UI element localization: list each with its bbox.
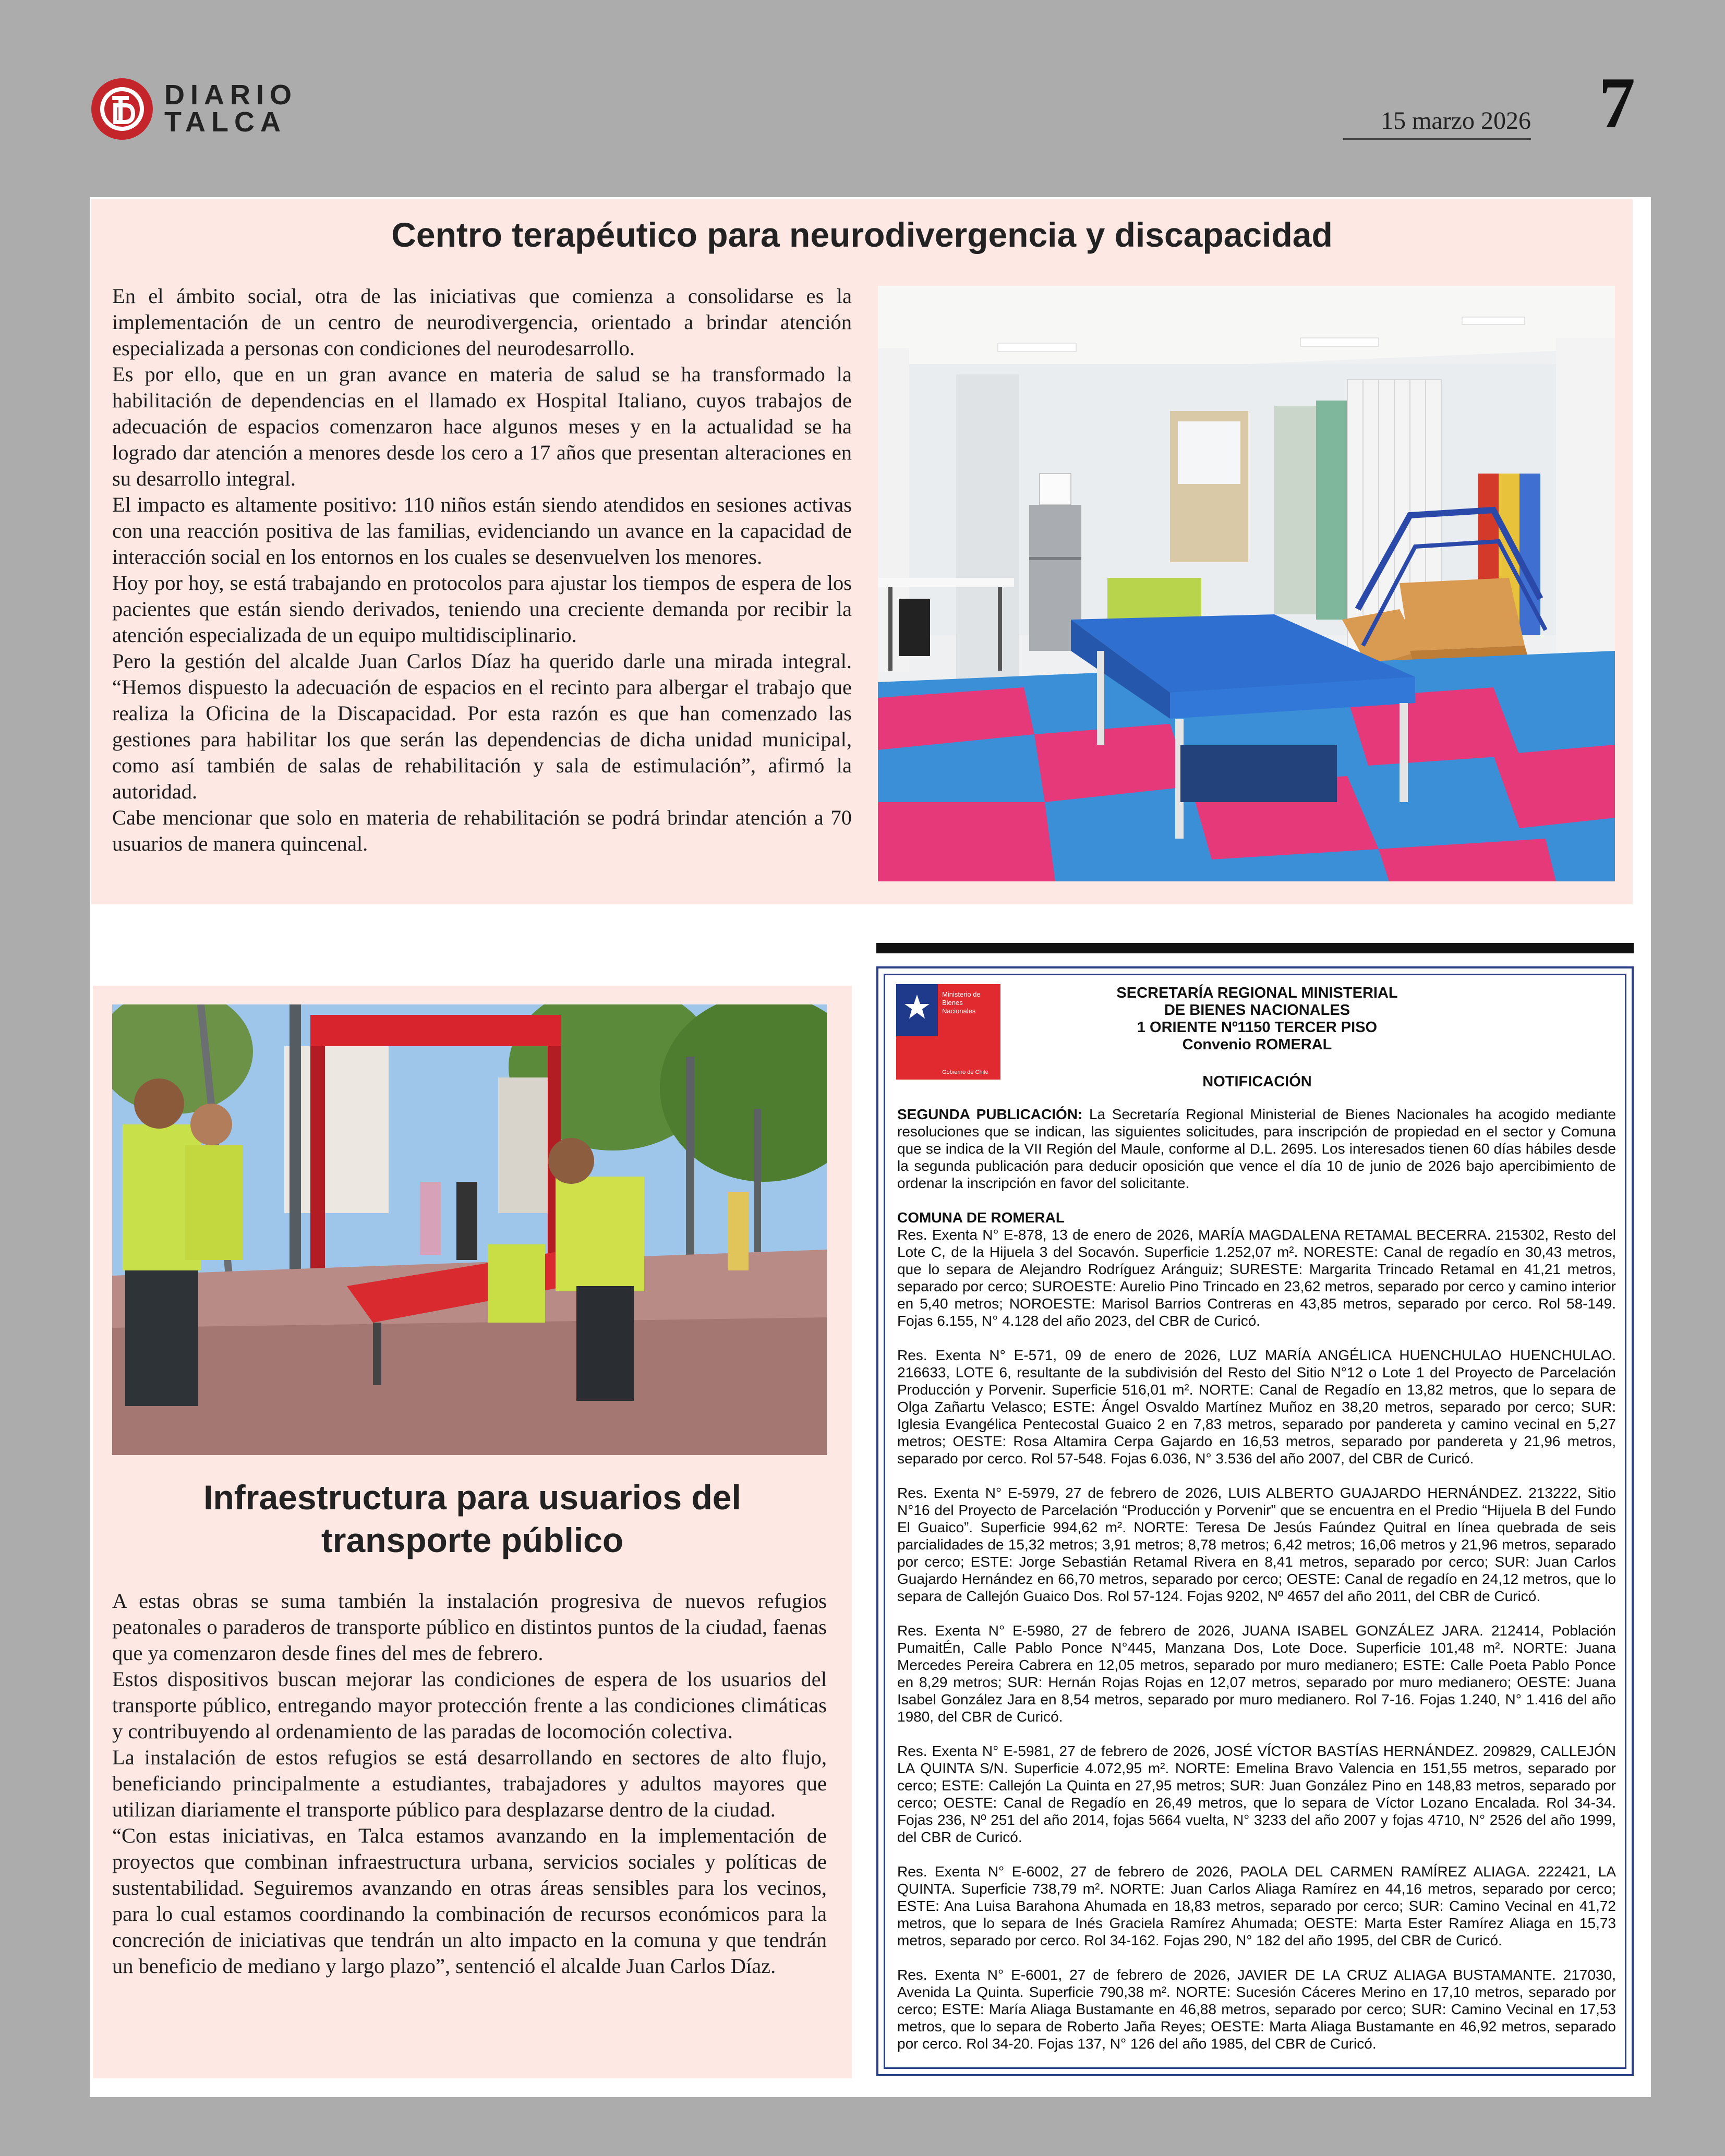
therapy-room-photo [878, 286, 1615, 881]
bus-shelter-photo [112, 1004, 827, 1455]
paragraph: Pero la gestión del alcalde Juan Carlos Díaz ha querido darle una mirada integral. “Hemos dispuesto la adecuación de espacios en el recinto para albergar el trabajo que realiza la Oficina de la Discapacidad. Por esta razón es que han comenzado las gestiones para habilitar los que serán las dependencias de dicha unidad municipal, como así también de salas de rehabilitación y sala de estimulación”, afirmó la autoridad. [112, 649, 852, 803]
notice-body [897, 1106, 1616, 2069]
notice-header-line: Convenio ROMERAL [1182, 1036, 1332, 1053]
notice-lead-label: SEGUNDA PUBLICACIÓN: [897, 1106, 1083, 1122]
notice-header [1022, 985, 1492, 1053]
notice-title: NOTIFICACIÓN [1202, 1073, 1312, 1090]
issue-date [1343, 107, 1531, 140]
page-number: 7 [1599, 63, 1635, 143]
notice-header-line: SECRETARÍA REGIONAL MINISTERIAL [1116, 985, 1398, 1001]
notice-header-line: 1 ORIENTE Nº1150 TERCER PISO [1137, 1019, 1378, 1036]
article-bottom-body [112, 1588, 827, 1979]
notice-entry: Res. Exenta N° E-5979, 27 de febrero de 2026, LUIS ALBERTO GUAJARDO HERNÁNDEZ. 213222, Sitio N°16 del Proyecto de Parcelación “Producción y Porvenir” que se encuentra en el Predio “Hijuela B del Fundo El Guaico”. Superficie 994,62 m². NORTE: Teresa De Jesús Faúndez Quitral en línea quebrada de seis parcialidades de 15,32 metros; 3,91 metros; 8,78 metros; 6,42 metros; 16,06 metros y 21,96 metros, separado por cerco; ESTE: Jorge Sebastián Retamal Rivera en 8,41 metros, separado por cerco; SUR: Juan Carlos Guajardo Hernández en 66,70 metros, separado por cerco; OESTE: Canal de regadío en 24,12 metros, que lo separa de Callejón Guaico Dos. Rol 57-124. Fojas 9202, Nº 4657 del año 2011, del CBR de Curicó. [897, 1485, 1616, 1604]
article-bottom-title [93, 1476, 852, 1561]
logo-text-line3: Nacionales [942, 1007, 976, 1015]
notice-entry: Res. Exenta N° E-571, 09 de enero de 2026, LUZ MARÍA ANGÉLICA HUENCHULAO HUENCHULAO. 216633, LOTE 6, resultante de la subdivisión del Resto del Sitio N°12 o Lote 1 del Proyecto de Parcelación Producción y Porvenir. Superficie 516,01 m². NORTE: Canal de Regadío en 13,82 metros, que lo separa de Olga Zañartu Velasco; ESTE: Ángel Osvaldo Martínez Muñoz en 38,20 metros, separado por cerco; SUR: Iglesia Evangélica Pentecostal Guaico 2 en 7,83 metros, separado por pandereta y camino vecinal en 5,27 metros; OESTE: Rosa Altamira Cerpa Gajardo en 16,53 metros, separado por pandereta y 21,96 metros, separado por cerco. Rol 57-548. Fojas 6.036, N° 3.536 del año 2007, del CBR de Curicó. [897, 1347, 1616, 1467]
logo-word-talca: TALCA [164, 106, 286, 138]
notice-entry: Res. Exenta N° E-5981, 27 de febrero de 2026, JOSÉ VÍCTOR BASTÍAS HERNÁNDEZ. 209829, CALLEJÓN LA QUINTA S/N. Superficie 4.072,95 m². NORTE: Emelina Bravo Valencia en 151,55 metros, separado por cerco; ESTE: Callejón La Quinta en 27,95 metros; SUR: Juan González Pino en 148,83 metros, separado por cerco; OESTE: Canal de Regadío en 26,49 metros, que lo separa de Víctor Lozano Encalada. Rol 34-34. Fojas 236, Nº 251 del año 2014, fojas 5664 vuelta, N° 3233 del año 2007 y fojas 4710, N° 2526 del año 1999, del CBR de Curicó. [897, 1743, 1616, 1845]
logo-text-line1: Ministerio de [942, 990, 981, 998]
paragraph: Hoy por hoy, se está trabajando en protocolos para ajustar los tiempos de espera de los pacientes que están siendo derivados, teniendo una creciente demanda por recibir la atención especializada de un equipo multidisciplinario. [112, 571, 852, 647]
paragraph: Estos dispositivos buscan mejorar las condiciones de espera de los usuarios del transporte público, entregando mayor protección frente a las condiciones climáticas y contribuyendo al ordenamiento de las paradas de locomoción colectiva. [112, 1667, 827, 1743]
issue-date-text: 15 marzo 2026 [1381, 107, 1531, 135]
notice-entry: Res. Exenta N° E-878, 13 de enero de 2026, MARÍA MAGDALENA RETAMAL BECERRA. 215302, Resto del Lote C, de la Hijuela 3 del Socavón. Superficie 1.252,07 m². NORESTE: Canal de regadío en 30,43 metros, que lo separa de Alejandro Rodríguez Aránguiz; SURESTE: Margarita Trincado Retamal en 41,21 metros, separado por cerco; SUROESTE: Aurelio Pino Trincado en 23,62 metros, separado por cerco y camino interior en 5,40 metros; NOROESTE: Marisol Barrios Contreras en 43,85 metros, separado por cerco. Rol 58-149. Fojas 6.155, N° 4.128 del año 2023, del CBR de Curicó. [897, 1227, 1616, 1329]
paragraph: “Con estas iniciativas, en Talca estamos avanzando en la implementación de proyectos que combinan infraestructura urbana, servicios sociales y políticas de sustentabilidad. Seguiremos avanzando en otras áreas sensibles para los vecinos, para lo cual estamos coordinando la combinación de recursos económicos para la concreción de iniciativas que tendrán un alto impacto en la comuna y que tendrán un beneficio de mediano y largo plazo”, sentenció el alcalde Juan Carlos Díaz. [112, 1824, 827, 1978]
logo-text-line2: Bienes [942, 999, 963, 1007]
notice-entry: Res. Exenta N° E-6001, 27 de febrero de 2026, JAVIER DE LA CRUZ ALIAGA BUSTAMANTE. 217030, Avenida La Quinta. Superficie 790,38 m². NORTE: Sucesión Cáceres Merino en 17,10 metros, separado por cerco; ESTE: María Aliaga Bustamante en 46,88 metros, separado por cerco; SUR: Camino Vecinal en 17,53 metros, que lo separa de Roberto Jaña Reyes; OESTE: Marta Aliaga Bustamante en 46,92 metros, separado por cerco. Rol 34-20. Fojas 137, N° 126 del año 1985, del CBR de Curicó. [897, 1967, 1616, 2052]
notice-entry: Res. Exenta N° E-5980, 27 de febrero de 2026, JUANA ISABEL GONZÁLEZ JARA. 212414, Población PumaitÉn, Calle Pablo Ponce N°445, Manzana Dos, Lote Doce. Superficie 101,48 m². NORTE: Juana Mercedes Pereira Cabrera en 12,05 metros, separado por muro medianero; ESTE: Calle Poeta Pablo Ponce en 8,29 metros; SUR: Hernán Rojas Rojas en 12,07 metros, separado por muro medianero; OESTE: Juana Isabel González Jara en 8,54 metros, separado por muro medianero. Rol 7-16. Fojas 1.240, N° 1.416 del año 1980, del CBR de Curicó. [897, 1622, 1616, 1725]
ministerio-bienes-nacionales-logo [896, 984, 1000, 1080]
paragraph: En el ámbito social, otra de las iniciativas que comienza a consolidarse es la implementación de un centro de neurodivergencia, orientado a brindar atención especializada a personas con condiciones del neurodesarrollo. [112, 284, 852, 360]
article-bottom-title-line1: Infraestructura para usuarios del [203, 1478, 741, 1517]
notice-header-line: DE BIENES NACIONALES [1164, 1002, 1350, 1019]
paragraph: A estas obras se suma también la instalación progresiva de nuevos refugios peatonales o paraderos de transporte público en distintos puntos de la ciudad, faenas que ya comenzaron desde fines del mes de febrero. [112, 1589, 827, 1665]
notice-lead [897, 1106, 1616, 1192]
section-divider [876, 943, 1634, 953]
article-top-body [112, 283, 852, 857]
logo-text-footer: Gobierno de Chile [942, 1069, 988, 1075]
notice-comuna: COMUNA DE ROMERAL [897, 1209, 1065, 1226]
article-top-title: Centro terapéutico para neurodivergencia y discapacidad [391, 215, 1333, 254]
paragraph: El impacto es altamente positivo: 110 niños están siendo atendidos en sesiones activas con una reacción positiva de las familias, evidenciando un avance en la capacidad de interacción social en los entornos en los cuales se desenvuelven los menores. [112, 493, 852, 568]
logo-mark-icon [91, 78, 153, 140]
logo-word-diario: DIARIO [164, 79, 297, 111]
paragraph: Cabe mencionar que solo en materia de rehabilitación se podrá brindar atención a 70 usuarios de manera quincenal. [112, 806, 852, 855]
notice-entry: Res. Exenta N° E-6002, 27 de febrero de 2026, PAOLA DEL CARMEN RAMÍREZ ALIAGA. 222421, LA QUINTA. Superficie 738,79 m². NORTE: Juan Carlos Aliaga Ramírez en 44,16 metros, separado por cerco; ESTE: Ana Luisa Barahona Ahumada en 18,83 metros, separado por cerco; SUR: Camino Vecinal en 41,72 metros, que lo separa de Inés Graciela Ramírez Ahumada; OESTE: Marta Ester Ramírez Aliaga en 15,73 metros, separado por cerco. Rol 34-162. Fojas 290, N° 182 del año 1995, del CBR de Curicó. [897, 1863, 1616, 1948]
notice-lead-text: La Secretaría Regional Ministerial de Bienes Nacionales ha acogido mediante resoluciones que se indican, las siguientes solicitudes, para inscripción de propiedad en el sector y Comuna que se indica de la VII Región del Maule, conforme al D.L. 2695. Los interesados tienen 60 días hábiles desde la segunda publicación para deducir oposición que vence el día 10 de junio de 2026 bajo apercibimiento de ordenar la inscripción en favor del solicitante. [897, 1106, 1616, 1191]
paragraph: La instalación de estos refugios se está desarrollando en sectores de alto flujo, beneficiando principalmente a estudiantes, trabajadores y adultos mayores que utilizan diariamente el transporte público para desplazarse dentro de la ciudad. [112, 1746, 827, 1821]
article-bottom-title-line2: transporte público [321, 1521, 624, 1559]
paragraph: Es por ello, que en un gran avance en materia de salud se ha transformado la habilitación de dependencias en el llamado ex Hospital Italiano, cuyos trabajos de adecuación de espacios comenzaron hace algunos meses y en la actualidad se ha logrado dar atención a menores desde los cero a 17 años que presentan alteraciones en su desarrollo integral. [112, 362, 852, 490]
diario-talca-logo [91, 78, 295, 141]
